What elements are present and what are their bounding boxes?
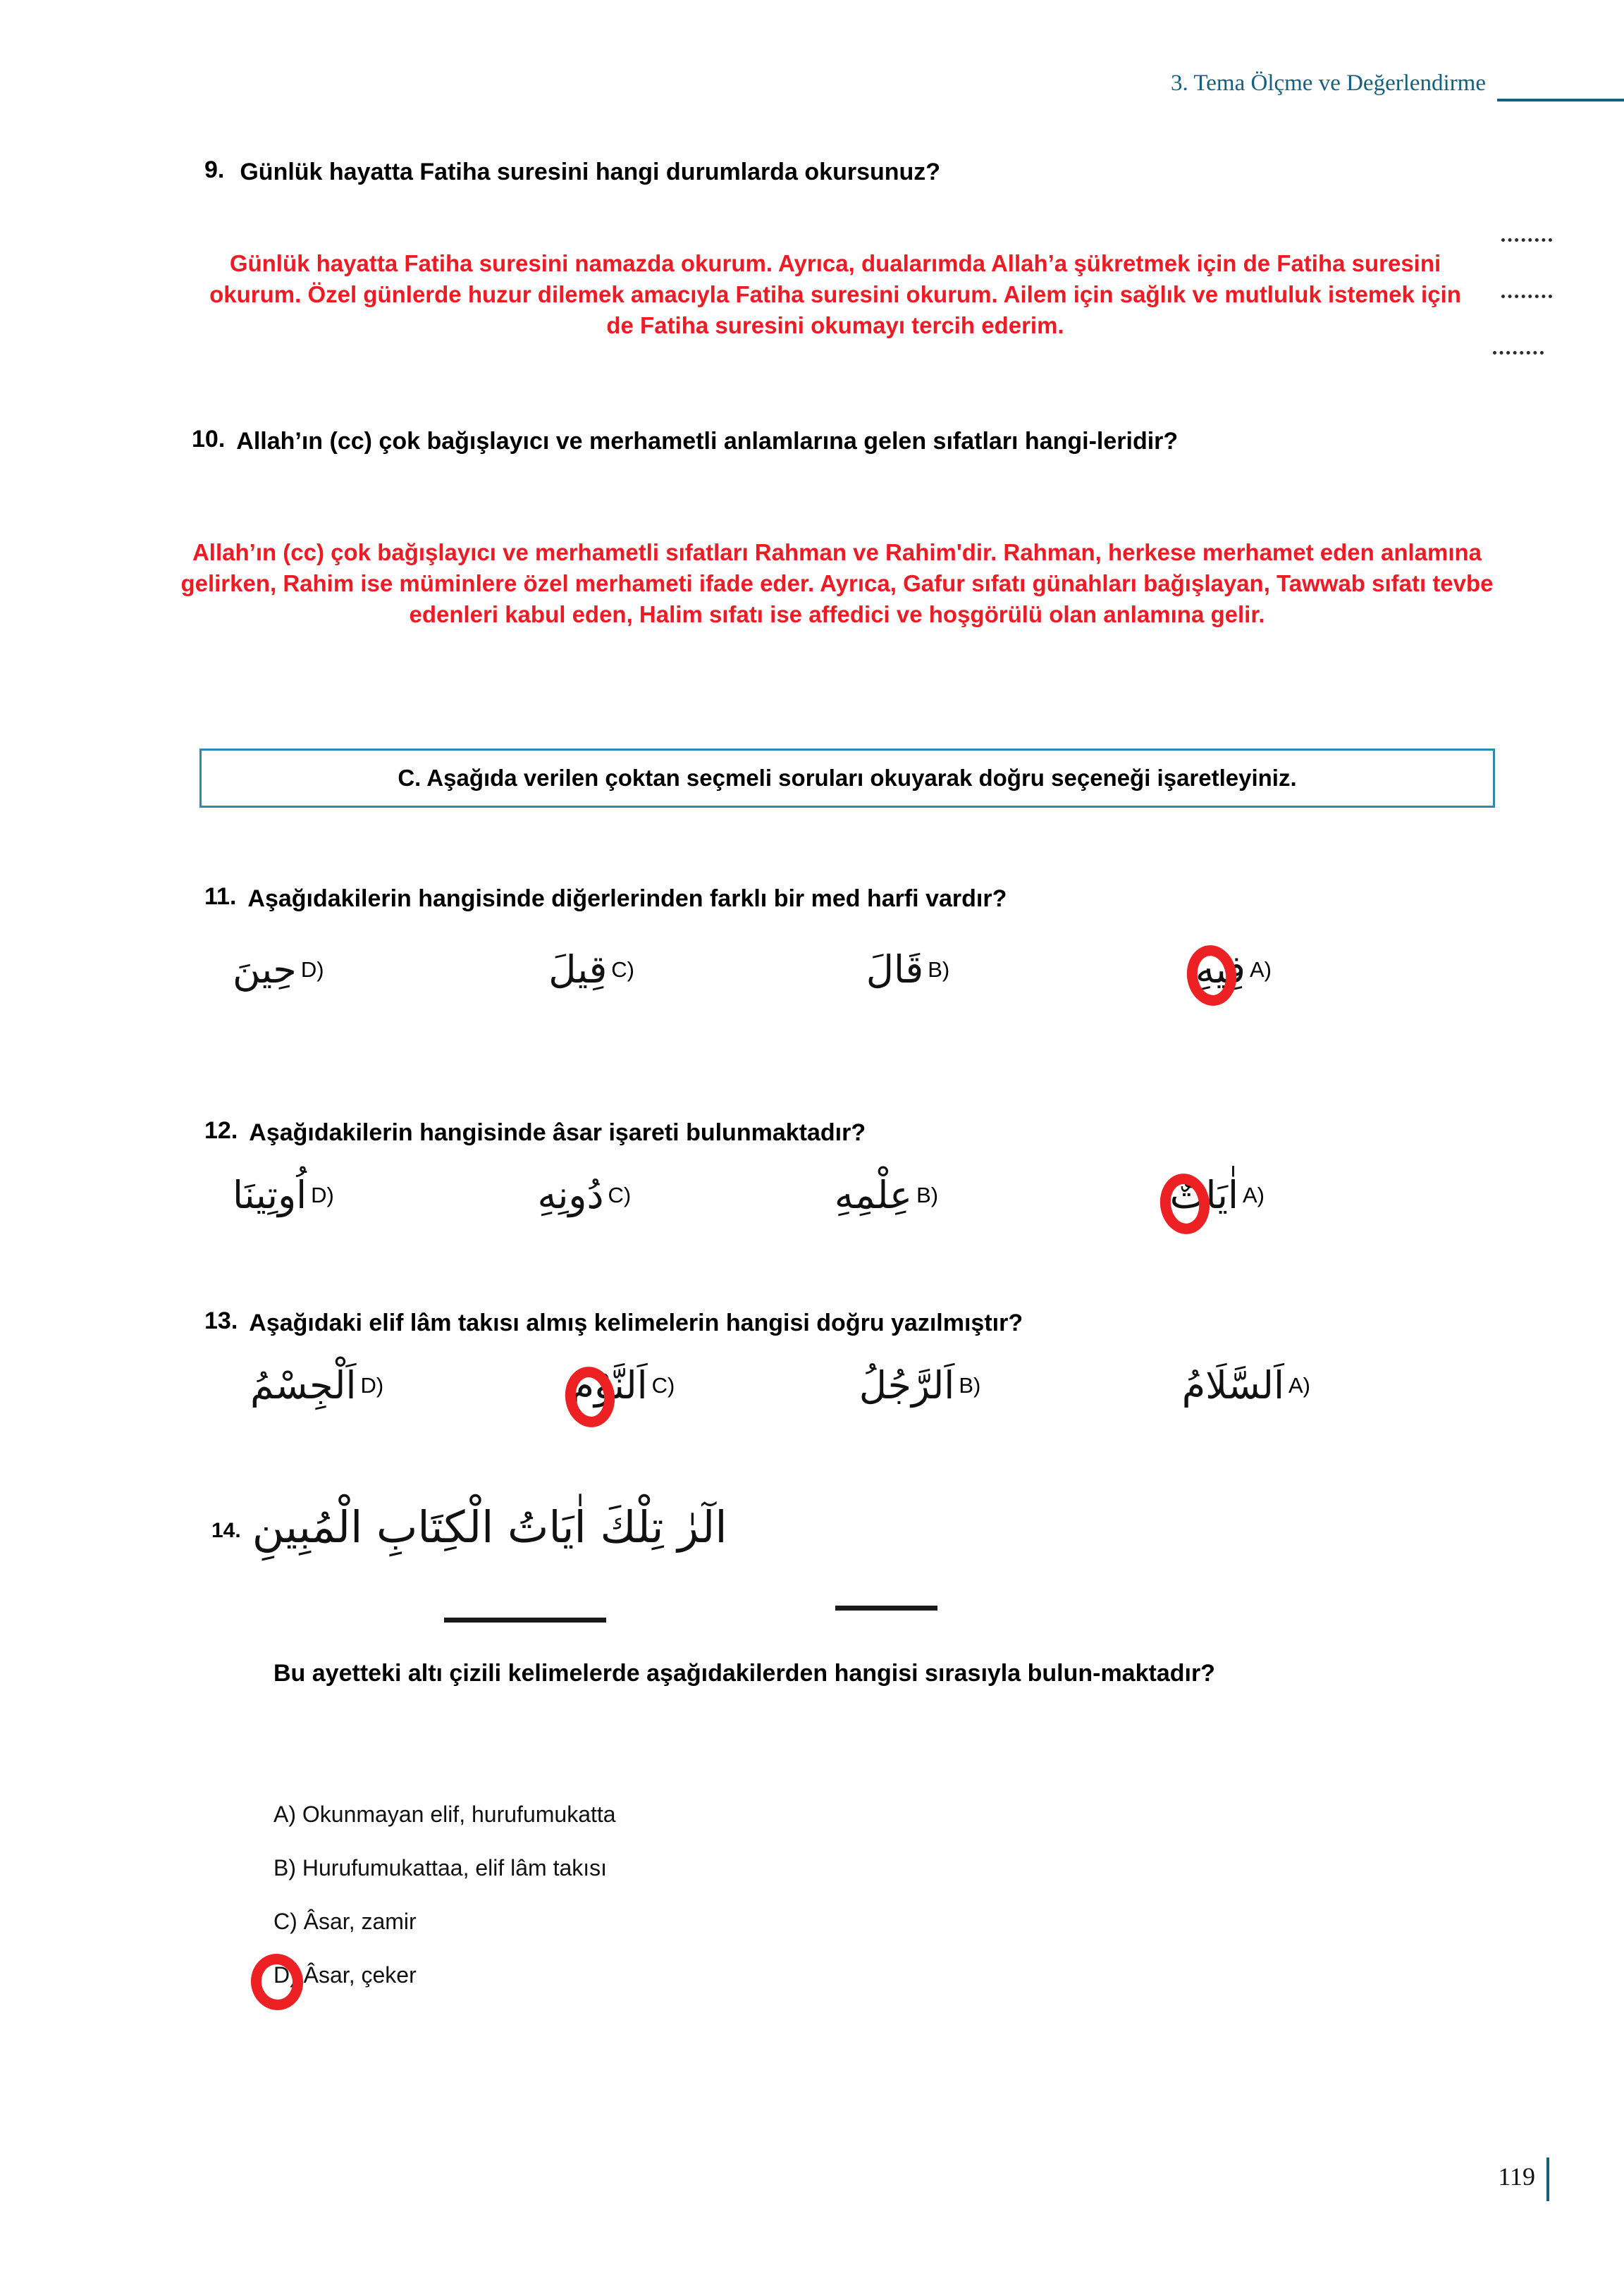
question-10-answer: Allah’ın (cc) çok bağışlayıcı ve merhametli sıfatları Rahman ve Rahim'dir. Rahman, herkese merhamet eden anlamına gelirken, Rahim ise müminlere özel merhameti ifade eder. Ayrıca, Gafur sıfatı günahları bağışlayan, Tawwab sıfatı tevbe edenleri kabul eden, Halim sıfatı ise affedici ve hoşgörülü olan anlamına gelir. <box>180 539 1494 628</box>
option-a[interactable] <box>1182 1357 1315 1414</box>
question-11-options <box>233 941 1276 998</box>
option-d-letter: D) <box>273 1962 297 1988</box>
option-b[interactable] <box>866 941 954 998</box>
header-title: 3. Tema Ölçme ve Değerlendirme <box>1171 70 1486 96</box>
question-9-text: Günlük hayatta Fatiha suresini hangi durumlarda okursunuz? <box>240 159 941 185</box>
question-14-verse-row <box>211 1501 1311 1553</box>
question-14-number: 14. <box>211 1519 241 1542</box>
option-a-letter: A) <box>273 1802 296 1827</box>
section-c-text: C. Aşağıda verilen çoktan seçmeli soruları okuyarak doğru seçeneği işaretleyiniz. <box>398 765 1297 791</box>
option-b[interactable] <box>835 1166 942 1224</box>
option-b-letter: B) <box>916 1182 939 1207</box>
option-d[interactable] <box>250 1357 388 1414</box>
question-12-number: 12. <box>204 1117 238 1144</box>
question-13 <box>204 1307 1445 1338</box>
option-d[interactable] <box>233 941 328 998</box>
question-10 <box>192 426 1482 457</box>
question-13-text: Aşağıdaki elif lâm takısı almış kelimelerin hangisi doğru yazılmıştır? <box>249 1310 1023 1336</box>
answer-line <box>1493 351 1544 355</box>
section-c-box <box>199 749 1495 808</box>
option-d-letter: D) <box>300 956 324 982</box>
option-a[interactable] <box>1195 941 1276 998</box>
option-c-text: Âsar, zamir <box>303 1909 417 1934</box>
page-header <box>0 68 1624 117</box>
question-10-number: 10. <box>192 426 226 453</box>
option-b-letter: B) <box>273 1855 296 1880</box>
question-10-text: Allah’ın (cc) çok bağışlayıcı ve merhametli anlamlarına gelen sıfatları hangi-leridir? <box>236 428 1179 455</box>
option-d-arabic: اُوتِينَا <box>233 1173 307 1217</box>
answer-line <box>1501 238 1552 242</box>
answer-line <box>1501 295 1552 298</box>
option-c-arabic: دُونِهِ <box>537 1173 604 1217</box>
option-a[interactable] <box>1170 1166 1269 1224</box>
option-c[interactable] <box>548 941 639 998</box>
question-9-answer: Günlük hayatta Fatiha suresini namazda okurum. Ayrıca, dualarımda Allah’a şükretmek için de Fatiha suresini okurum. Özel günlerde huzur dilemek amacıyla Fatiha suresini okurum. Ailem için sağlık ve mutluluk istemek için de Fatiha suresini okumayı tercih ederim. <box>209 250 1461 339</box>
option-a-letter: A) <box>1288 1372 1310 1398</box>
option-b-arabic: اَلرَّجُلُ <box>859 1363 955 1408</box>
option-a-text: Okunmayan elif, hurufumukatta <box>302 1802 616 1827</box>
option-d-letter: D) <box>311 1182 334 1207</box>
question-11-text: Aşağıdakilerin hangisinde diğerlerinden farklı bir med harfi vardır? <box>247 885 1007 912</box>
option-a-letter: A) <box>1250 956 1272 982</box>
question-14-option-c[interactable] <box>273 1909 417 1935</box>
question-14-option-d[interactable] <box>273 1962 417 1988</box>
question-14-option-b[interactable] <box>273 1855 607 1881</box>
question-13-number: 13. <box>204 1307 238 1334</box>
question-14-option-a[interactable] <box>273 1802 616 1828</box>
question-12-options <box>233 1166 1269 1224</box>
option-d-arabic: اَلْجِسْمُ <box>250 1363 357 1408</box>
option-b[interactable] <box>859 1357 985 1414</box>
option-b-letter: B) <box>928 956 950 982</box>
option-d-letter: D) <box>360 1372 384 1398</box>
option-d[interactable] <box>233 1166 338 1224</box>
option-c-arabic: قِيلَ <box>548 947 608 992</box>
question-9-number: 9. <box>204 156 225 183</box>
verse-underline-1 <box>835 1606 937 1611</box>
header-rule <box>1497 99 1624 101</box>
question-11-number: 11. <box>204 883 237 910</box>
question-14-prompt: Bu ayetteki altı çizili kelimelerde aşağıdakilerden hangisi sırasıyla bulun-maktadır? <box>273 1660 1215 1687</box>
page-number-rule <box>1546 2157 1549 2201</box>
option-c-letter: C) <box>611 956 634 982</box>
option-c-letter: C) <box>273 1909 297 1934</box>
option-b-text: Hurufumukattaa, elif lâm takısı <box>302 1855 608 1880</box>
question-12 <box>204 1117 1403 1148</box>
option-c[interactable] <box>537 1166 635 1224</box>
option-b-letter: B) <box>959 1372 981 1398</box>
question-14-verse: الٓرٰ تِلْكَ اٰيَاتُ الْكِتَابِ الْمُبِينِ <box>252 1501 727 1553</box>
option-c-letter: C) <box>608 1182 632 1207</box>
question-13-options <box>250 1357 1315 1414</box>
question-12-text: Aşağıdakilerin hangisinde âsar işareti bulunmaktadır? <box>249 1119 866 1146</box>
page-number: 119 <box>1498 2162 1535 2191</box>
option-a-letter: A) <box>1243 1182 1265 1207</box>
option-c-arabic: اَلنَّوْمُ <box>570 1363 648 1408</box>
option-c[interactable] <box>571 1357 679 1414</box>
option-d-arabic: حِينَ <box>233 947 297 992</box>
verse-underline-2 <box>444 1618 606 1623</box>
option-a-arabic: اٰيَاتٌ <box>1169 1173 1238 1217</box>
option-c-letter: C) <box>651 1372 675 1398</box>
option-a-arabic: فِيهِ <box>1195 947 1245 992</box>
question-11 <box>204 883 1445 914</box>
option-b-arabic: عِلْمِهِ <box>834 1173 913 1217</box>
question-9 <box>204 156 1473 187</box>
option-d-text: Âsar, çeker <box>303 1962 417 1988</box>
option-a-arabic: اَلسَّلَامُ <box>1181 1363 1284 1408</box>
option-b-arabic: قَالَ <box>866 947 924 992</box>
